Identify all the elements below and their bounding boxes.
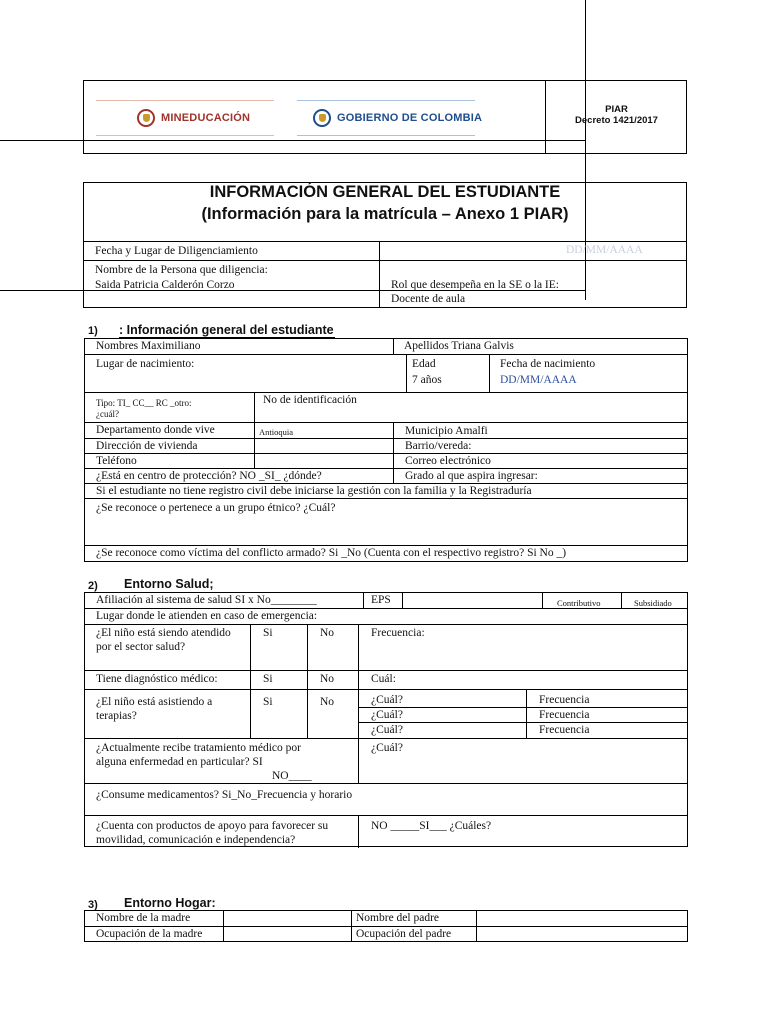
atendido-si[interactable]: Si [263, 627, 273, 639]
nombre-padre-label: Nombre del padre [356, 912, 440, 924]
page-title: INFORMACIÓN GENERAL DEL ESTUDIANTE [209, 183, 561, 201]
tratamiento-label-2[interactable]: alguna enfermedad en particular? SI [96, 756, 263, 768]
apellidos-field[interactable]: Apellidos Triana Galvis [404, 340, 514, 352]
section1-number: 1) [88, 325, 98, 337]
terapias-label: ¿El niño está asistiendo a terapias? [96, 696, 213, 722]
edad-value[interactable]: 7 años [412, 374, 442, 386]
ocupacion-madre-label: Ocupación de la madre [96, 928, 203, 940]
fecha-nacimiento-label: Fecha de nacimiento [500, 358, 596, 370]
logo-text-gobierno: GOBIERNO DE COLOMBIA [337, 112, 483, 124]
atendido-no[interactable]: No [320, 627, 335, 639]
departamento-value[interactable]: Antioquia [259, 427, 293, 437]
afiliacion-field[interactable]: Afiliación al sistema de salud SI x No________ [96, 594, 317, 606]
municipio-field[interactable]: Municipio Amalfi [405, 425, 488, 437]
header-box [83, 80, 687, 154]
no-identificacion-label: No de identificación [263, 394, 357, 406]
section1-title: : Información general del estudiante [119, 323, 334, 337]
section2-title: Entorno Salud; [124, 577, 214, 591]
direccion-label: Dirección de vivienda [96, 440, 198, 452]
health-table [84, 592, 688, 847]
diagnostico-no[interactable]: No [320, 673, 335, 685]
tratamiento-label-1: ¿Actualmente recibe tratamiento médico por [96, 742, 301, 754]
logo-text-mineducacion: MINEDUCACIÓN [161, 112, 251, 124]
persona-label: Nombre de la Persona que diligencia: [95, 264, 268, 276]
telefono-label: Teléfono [96, 455, 137, 467]
registro-note: Si el estudiante no tiene registro civil debe iniciarse la gestión con la familia y la Registraduría [96, 485, 532, 497]
correo-label: Correo electrónico [405, 455, 491, 467]
nombre-madre-label: Nombre de la madre [96, 912, 191, 924]
terapias-no[interactable]: No [320, 696, 335, 708]
apoyo-label-1: ¿Cuenta con productos de apoyo para favorecer su [96, 820, 329, 832]
fecha-label: Fecha y Lugar de Diligenciamiento [95, 245, 258, 257]
seal-icon [313, 109, 331, 127]
gobierno-logo [313, 109, 482, 127]
terapia-cual-2: ¿Cuál? [371, 709, 403, 721]
home-table [84, 910, 688, 942]
tratamiento-cual: ¿Cuál? [371, 742, 403, 754]
section2-number: 2) [88, 580, 98, 592]
page-subtitle: (Información para la matrícula – Anexo 1 PIAR) [201, 205, 569, 223]
persona-value[interactable]: Saida Patricia Calderón Corzo [95, 279, 235, 291]
rol-label: Rol que desempeña en la SE o la IE: [391, 279, 559, 291]
terapia-frecuencia-1: Frecuencia [539, 694, 590, 706]
proteccion-field[interactable]: ¿Está en centro de protección? NO _SI_ ¿dónde? [96, 470, 322, 482]
fecha-nacimiento-value[interactable]: DD/MM/AAAA [500, 374, 577, 386]
victima-field[interactable]: ¿Se reconoce como víctima del conflicto armado? Si _No (Cuenta con el respectivo registro? Si No _) [96, 547, 567, 559]
atendido-frecuencia-label: Frecuencia: [371, 627, 425, 639]
rol-value[interactable]: Docente de aula [391, 293, 466, 305]
diagnostico-label: Tiene diagnóstico médico: [96, 673, 218, 685]
eps-label: EPS [371, 594, 391, 606]
grado-label: Grado al que aspira ingresar: [405, 470, 538, 482]
lugar-nacimiento-label: Lugar de nacimiento: [96, 358, 195, 370]
ocupacion-padre-label: Ocupación del padre [356, 928, 452, 940]
edad-label: Edad [412, 358, 436, 370]
tipo-cual: ¿cuál? [96, 409, 119, 419]
nombres-field[interactable]: Nombres Maximiliano [96, 340, 201, 352]
apoyo-value[interactable]: NO _____SI___ ¿Cuáles? [371, 820, 492, 832]
barrio-label: Barrio/vereda: [405, 440, 472, 452]
terapia-cual-3: ¿Cuál? [371, 724, 403, 736]
subsidiado-option[interactable]: Subsidiado [634, 598, 672, 608]
section3-number: 3) [88, 899, 98, 911]
contributivo-option[interactable]: Contributivo [557, 598, 601, 608]
diagnostico-si[interactable]: Si [263, 673, 273, 685]
terapias-si[interactable]: Si [263, 696, 273, 708]
terapia-frecuencia-3: Frecuencia [539, 724, 590, 736]
mineducacion-logo [137, 109, 250, 127]
medicamentos-field[interactable]: ¿Consume medicamentos? Si_No_Frecuencia y horario [96, 789, 353, 801]
piar-label: PIAR Decreto 1421/2017 [575, 104, 658, 126]
atendido-label: ¿El niño está siendo atendido por el sector salud? [96, 627, 231, 653]
etnico-field[interactable]: ¿Se reconoce o pertenece a un grupo étnico? ¿Cuál? [96, 502, 336, 514]
seal-icon [137, 109, 155, 127]
fecha-placeholder[interactable]: DD/MM/AAAA [566, 244, 643, 256]
terapia-frecuencia-2: Frecuencia [539, 709, 590, 721]
departamento-label: Departamento donde vive [96, 424, 215, 436]
section3-title: Entorno Hogar: [124, 896, 216, 910]
terapia-cual-1: ¿Cuál? [371, 694, 403, 706]
tipo-documento[interactable]: Tipo: TI_ CC__ RC _otro: [96, 398, 192, 408]
apoyo-label-2: movilidad, comunicación e independencia? [96, 834, 296, 846]
lugar-emergencia-label: Lugar donde le atienden en caso de emergencia: [96, 610, 318, 622]
student-info-table [84, 338, 688, 562]
title-box [83, 182, 687, 308]
diagnostico-cual-label: Cuál: [371, 673, 396, 685]
tratamiento-no[interactable]: NO____ [272, 770, 312, 782]
